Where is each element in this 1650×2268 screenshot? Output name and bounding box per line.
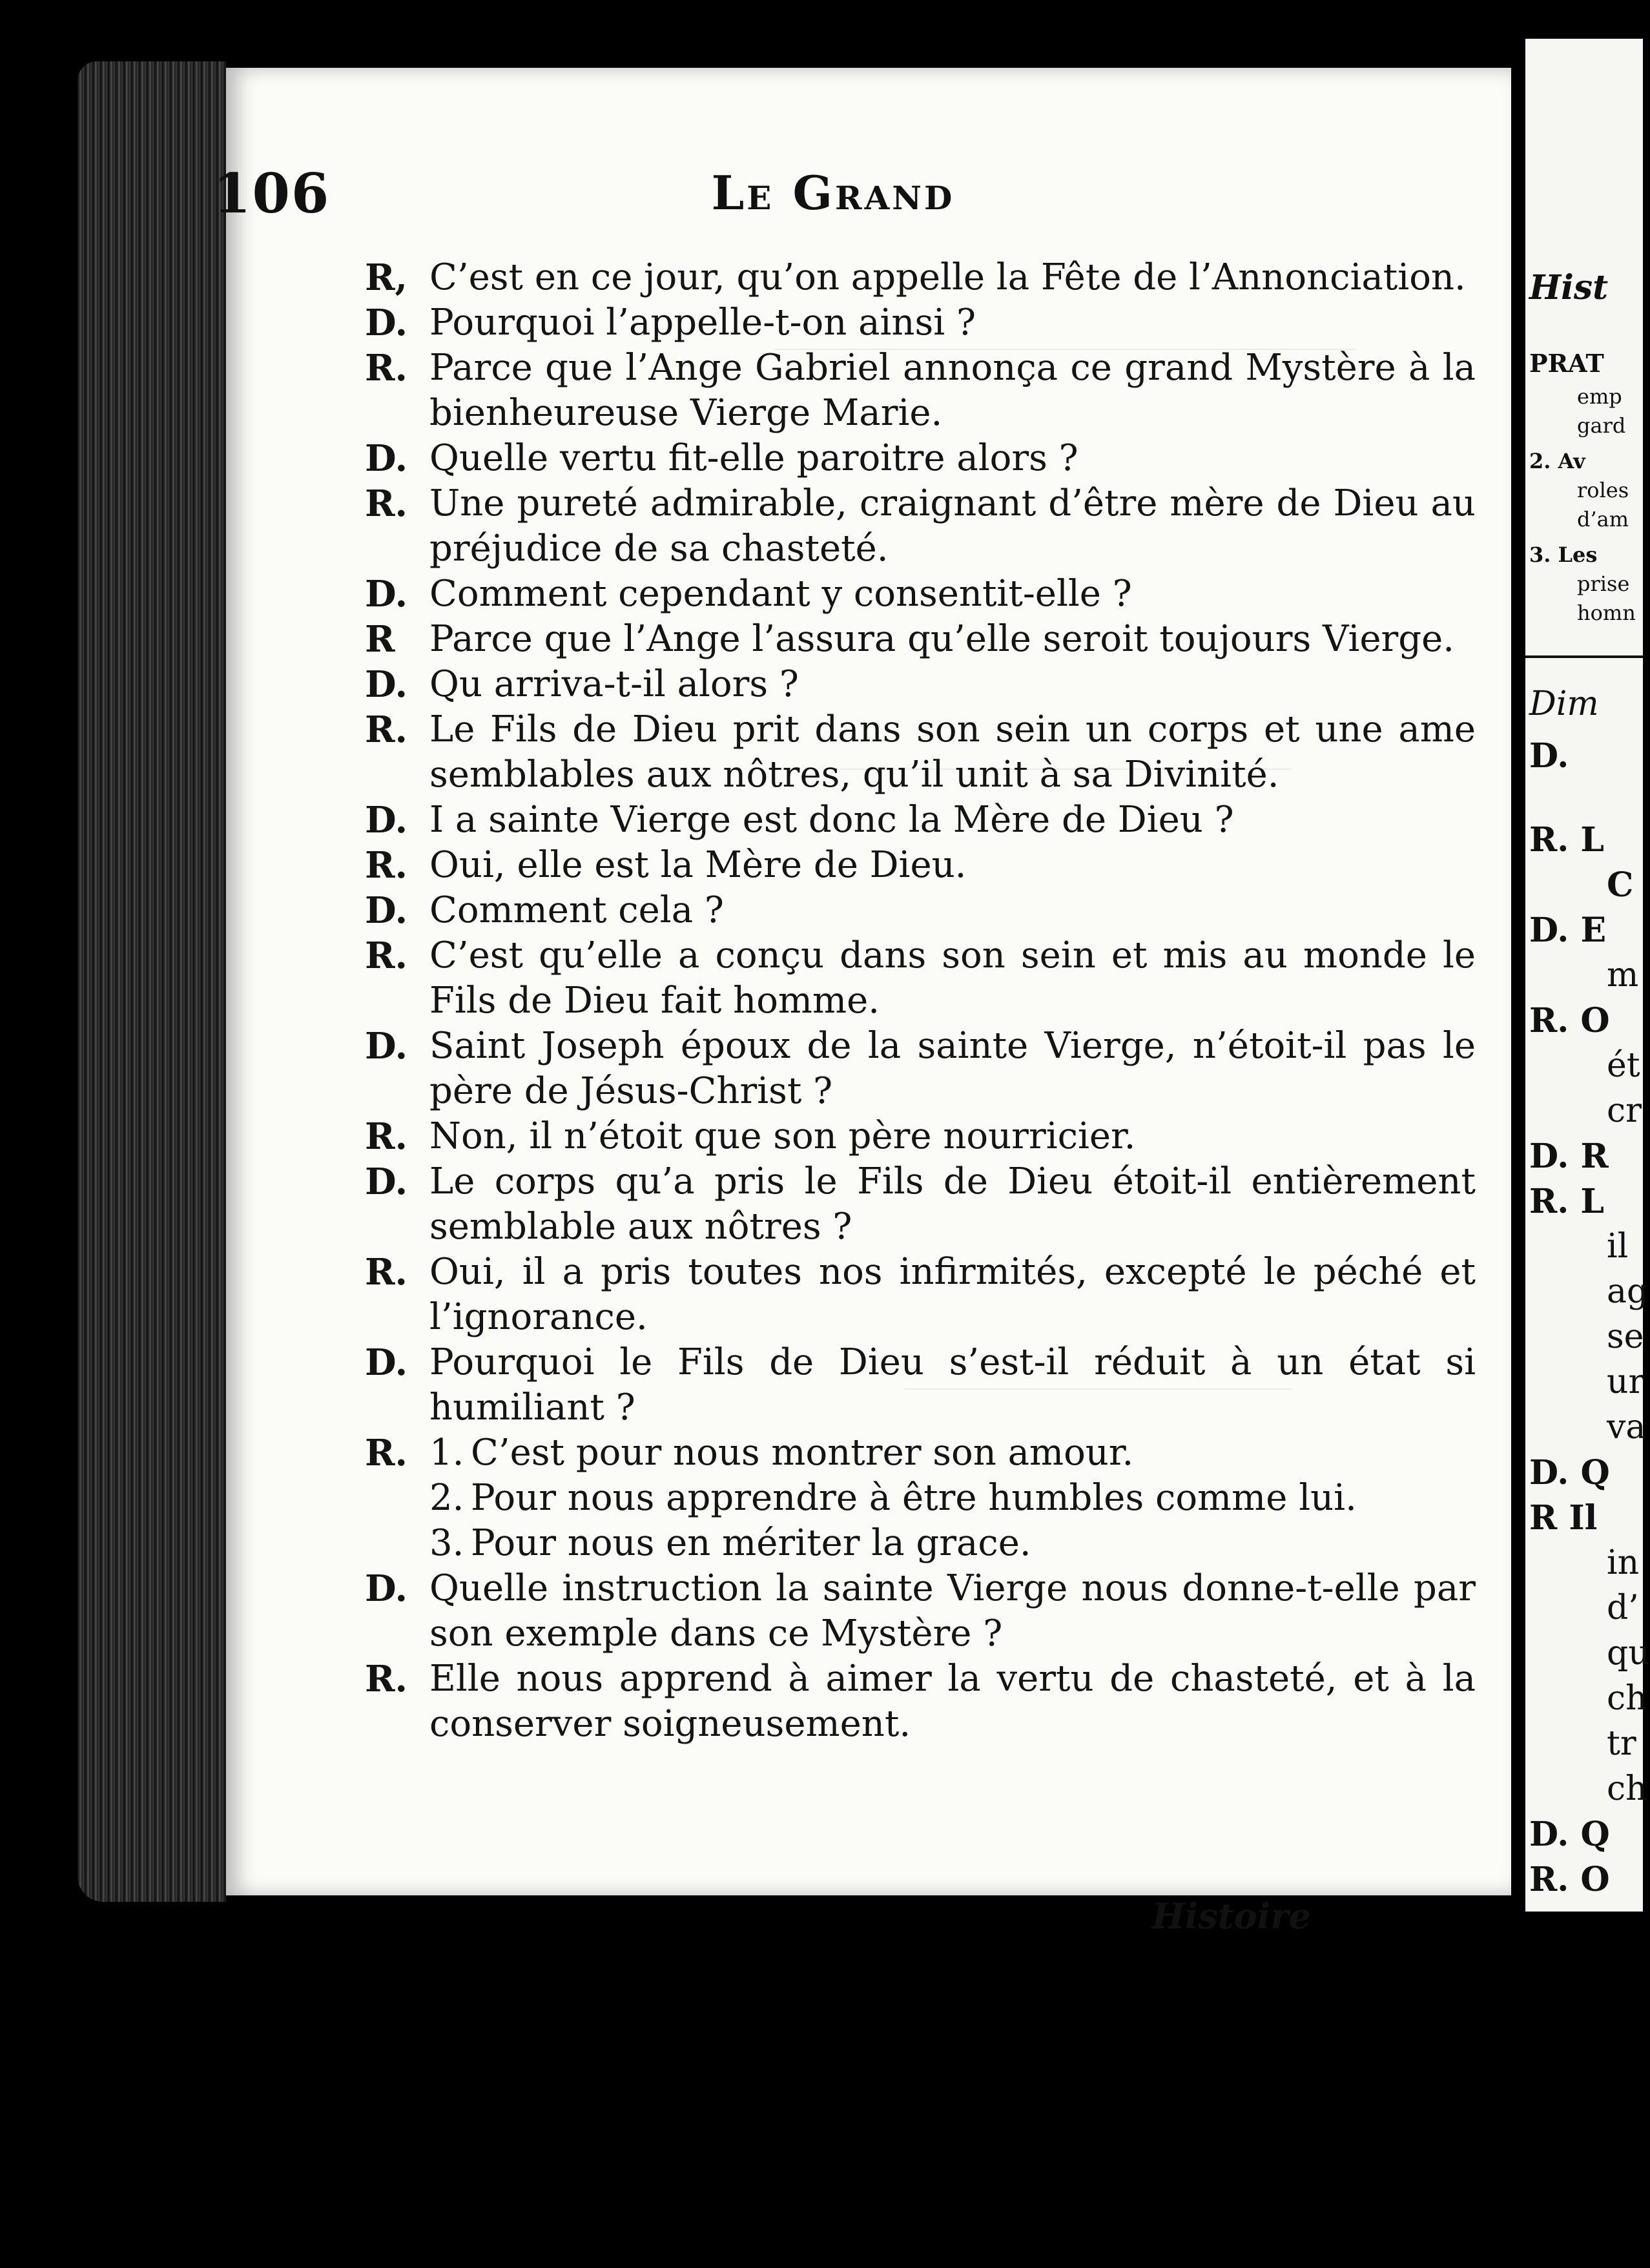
facing-rule <box>1525 655 1643 658</box>
qa-text: Une pureté admirable, craignant d’être mère de Dieu au préjudice de sa chasteté. <box>429 482 1476 570</box>
qa-text: Le Fils de Dieu prit dans son sein un corps et une ame semblables aux nôtres, qu’il unit à sa Divinité. <box>429 708 1476 796</box>
qa-entry <box>365 345 1476 436</box>
qa-entry <box>365 481 1476 572</box>
qa-entry <box>365 933 1476 1024</box>
list-text: Pour nous apprendre à être humbles comme lui. <box>471 1477 1357 1519</box>
qa-label: R. <box>365 844 408 887</box>
facing-fragment: D. <box>1529 736 1569 776</box>
list-item <box>429 1521 1476 1566</box>
qa-label: R. <box>365 482 408 525</box>
qa-label: D. <box>365 1025 408 1067</box>
qa-list-answer <box>365 1430 1476 1566</box>
facing-fragment: Hist <box>1529 268 1609 307</box>
qa-text: Oui, elle est la Mère de Dieu. <box>429 844 967 886</box>
facing-fragment: homn <box>1577 601 1636 625</box>
qa-text: Comment cependant y consentit-elle ? <box>429 573 1132 615</box>
qa-label: R. <box>365 1115 408 1158</box>
qa-label: D. <box>365 1567 408 1610</box>
qa-entry <box>365 436 1476 481</box>
list-text: Pour nous en mériter la grace. <box>471 1522 1031 1564</box>
list-text: C’est pour nous montrer son amour. <box>471 1432 1134 1474</box>
qa-label: R. <box>365 1658 408 1700</box>
catechism-text <box>365 255 1476 1747</box>
facing-fragment: Dim <box>1529 685 1599 723</box>
facing-fragment: D. E <box>1529 911 1607 950</box>
qa-label: R. <box>365 708 408 751</box>
qa-entry <box>365 662 1476 707</box>
facing-fragment: roles <box>1577 478 1629 502</box>
list-number: 1. <box>429 1432 464 1474</box>
facing-fragment: 2. Av <box>1529 449 1585 473</box>
facing-fragment: prise <box>1577 572 1630 596</box>
facing-fragment: ur <box>1607 1363 1645 1401</box>
qa-label: R <box>365 618 395 661</box>
qa-label: R. <box>365 934 408 977</box>
qa-entry <box>365 1114 1476 1159</box>
list-number: 3. <box>429 1522 464 1564</box>
qa-entry <box>365 1656 1476 1747</box>
facing-fragment: D. Q <box>1529 1815 1610 1854</box>
facing-fragment: va <box>1607 1408 1646 1447</box>
facing-fragment: gard <box>1577 413 1626 438</box>
facing-fragment: D. R <box>1529 1137 1609 1176</box>
qa-text: Le corps qu’a pris le Fils de Dieu étoit-il entièrement semblable aux nôtres ? <box>429 1160 1476 1248</box>
qa-entry <box>365 300 1476 345</box>
qa-entry <box>365 888 1476 933</box>
qa-text: Oui, il a pris toutes nos infirmités, excepté le péché et l’ignorance. <box>429 1251 1476 1338</box>
facing-fragment: d’ <box>1607 1589 1639 1627</box>
facing-fragment: R Il <box>1529 1498 1598 1538</box>
qa-entry <box>365 1340 1476 1430</box>
qa-entry <box>365 617 1476 662</box>
qa-entry <box>365 1566 1476 1656</box>
facing-fragment: m <box>1607 956 1639 995</box>
qa-label: D. <box>365 1341 408 1384</box>
qa-text: Pourquoi le Fils de Dieu s’est-il réduit à un état si humiliant ? <box>429 1341 1476 1428</box>
page-number: 106 <box>213 161 331 225</box>
qa-text: C’est en ce jour, qu’on appelle la Fête de l’Annonciation. <box>429 256 1466 298</box>
qa-entry <box>365 255 1476 300</box>
facing-fragment: d’am <box>1577 507 1629 531</box>
facing-fragment: in <box>1607 1543 1640 1582</box>
facing-fragment: il <box>1607 1227 1629 1266</box>
facing-fragment: ét <box>1607 1046 1640 1085</box>
qa-text: Parce que l’Ange Gabriel annonça ce grand Mystère à la bienheureuse Vierge Marie. <box>429 347 1476 434</box>
qa-entry <box>365 798 1476 843</box>
qa-label: D. <box>365 799 408 841</box>
qa-text: Parce que l’Ange l’assura qu’elle seroit toujours Vierge. <box>429 618 1455 660</box>
facing-fragment: PRAT <box>1529 349 1604 378</box>
facing-fragment: C <box>1607 865 1634 905</box>
qa-text: Elle nous apprend à aimer la vertu de chasteté, et à la conserver soigneusement. <box>429 1658 1476 1745</box>
qa-text: I a sainte Vierge est donc la Mère de Dieu ? <box>429 799 1234 841</box>
facing-fragment: R. L <box>1529 1182 1604 1221</box>
qa-label: D. <box>365 437 408 480</box>
facing-fragment: R. O <box>1529 1860 1610 1899</box>
book-spine <box>77 61 226 1902</box>
qa-entry <box>365 843 1476 888</box>
qa-text: Saint Joseph époux de la sainte Vierge, n’étoit-il pas le père de Jésus-Christ ? <box>429 1025 1476 1112</box>
facing-fragment: qu <box>1607 1634 1650 1673</box>
qa-label: R, <box>365 256 408 299</box>
page-gutter <box>1511 45 1525 1905</box>
facing-page <box>1525 39 1650 1912</box>
qa-label: D. <box>365 573 408 615</box>
list-item <box>429 1476 1476 1521</box>
list-item <box>429 1430 1476 1476</box>
qa-entry <box>365 1250 1476 1340</box>
qa-label: R. <box>365 1251 408 1294</box>
qa-text: Quelle instruction la sainte Vierge nous donne-t-elle par son exemple dans ce Mystère ? <box>429 1567 1476 1655</box>
facing-fragment: cr <box>1607 1091 1642 1130</box>
qa-text: Comment cela ? <box>429 889 724 931</box>
catchword: Histoire <box>1151 1895 1311 1937</box>
qa-text: C’est qu’elle a conçu dans son sein et mis au monde le Fils de Dieu fait homme. <box>429 934 1476 1022</box>
qa-label: D. <box>365 663 408 706</box>
qa-label: R. <box>365 347 408 389</box>
qa-entry <box>365 572 1476 617</box>
qa-entry <box>365 1024 1476 1114</box>
facing-fragment: emp <box>1577 384 1622 409</box>
qa-label: D. <box>365 302 408 344</box>
qa-entry <box>365 1159 1476 1250</box>
qa-label: D. <box>365 1160 408 1203</box>
facing-fragment: tr <box>1607 1724 1636 1763</box>
facing-fragment: 3. Les <box>1529 542 1598 567</box>
facing-fragment: R. O <box>1529 1001 1610 1040</box>
qa-text: Qu arriva-t-il alors ? <box>429 663 799 705</box>
facing-fragment: ch <box>1607 1769 1647 1808</box>
facing-fragment: se <box>1607 1317 1644 1356</box>
facing-fragment: D. Q <box>1529 1453 1610 1492</box>
qa-text: Quelle vertu fit-elle paroitre alors ? <box>429 437 1078 479</box>
facing-fragment: ag <box>1607 1272 1649 1311</box>
qa-label: D. <box>365 889 408 932</box>
running-title: Le Grand <box>711 165 955 220</box>
list-number: 2. <box>429 1477 464 1519</box>
page-header <box>213 161 1130 232</box>
facing-fragment: ch <box>1607 1679 1647 1718</box>
qa-entry <box>365 707 1476 798</box>
qa-text: Non, il n’étoit que son père nourricier. <box>429 1115 1136 1157</box>
qa-text: Pourquoi l’appelle-t-on ainsi ? <box>429 302 976 344</box>
answer-list <box>429 1430 1476 1566</box>
qa-label: R. <box>365 1432 408 1474</box>
facing-fragment: R. L <box>1529 820 1604 860</box>
